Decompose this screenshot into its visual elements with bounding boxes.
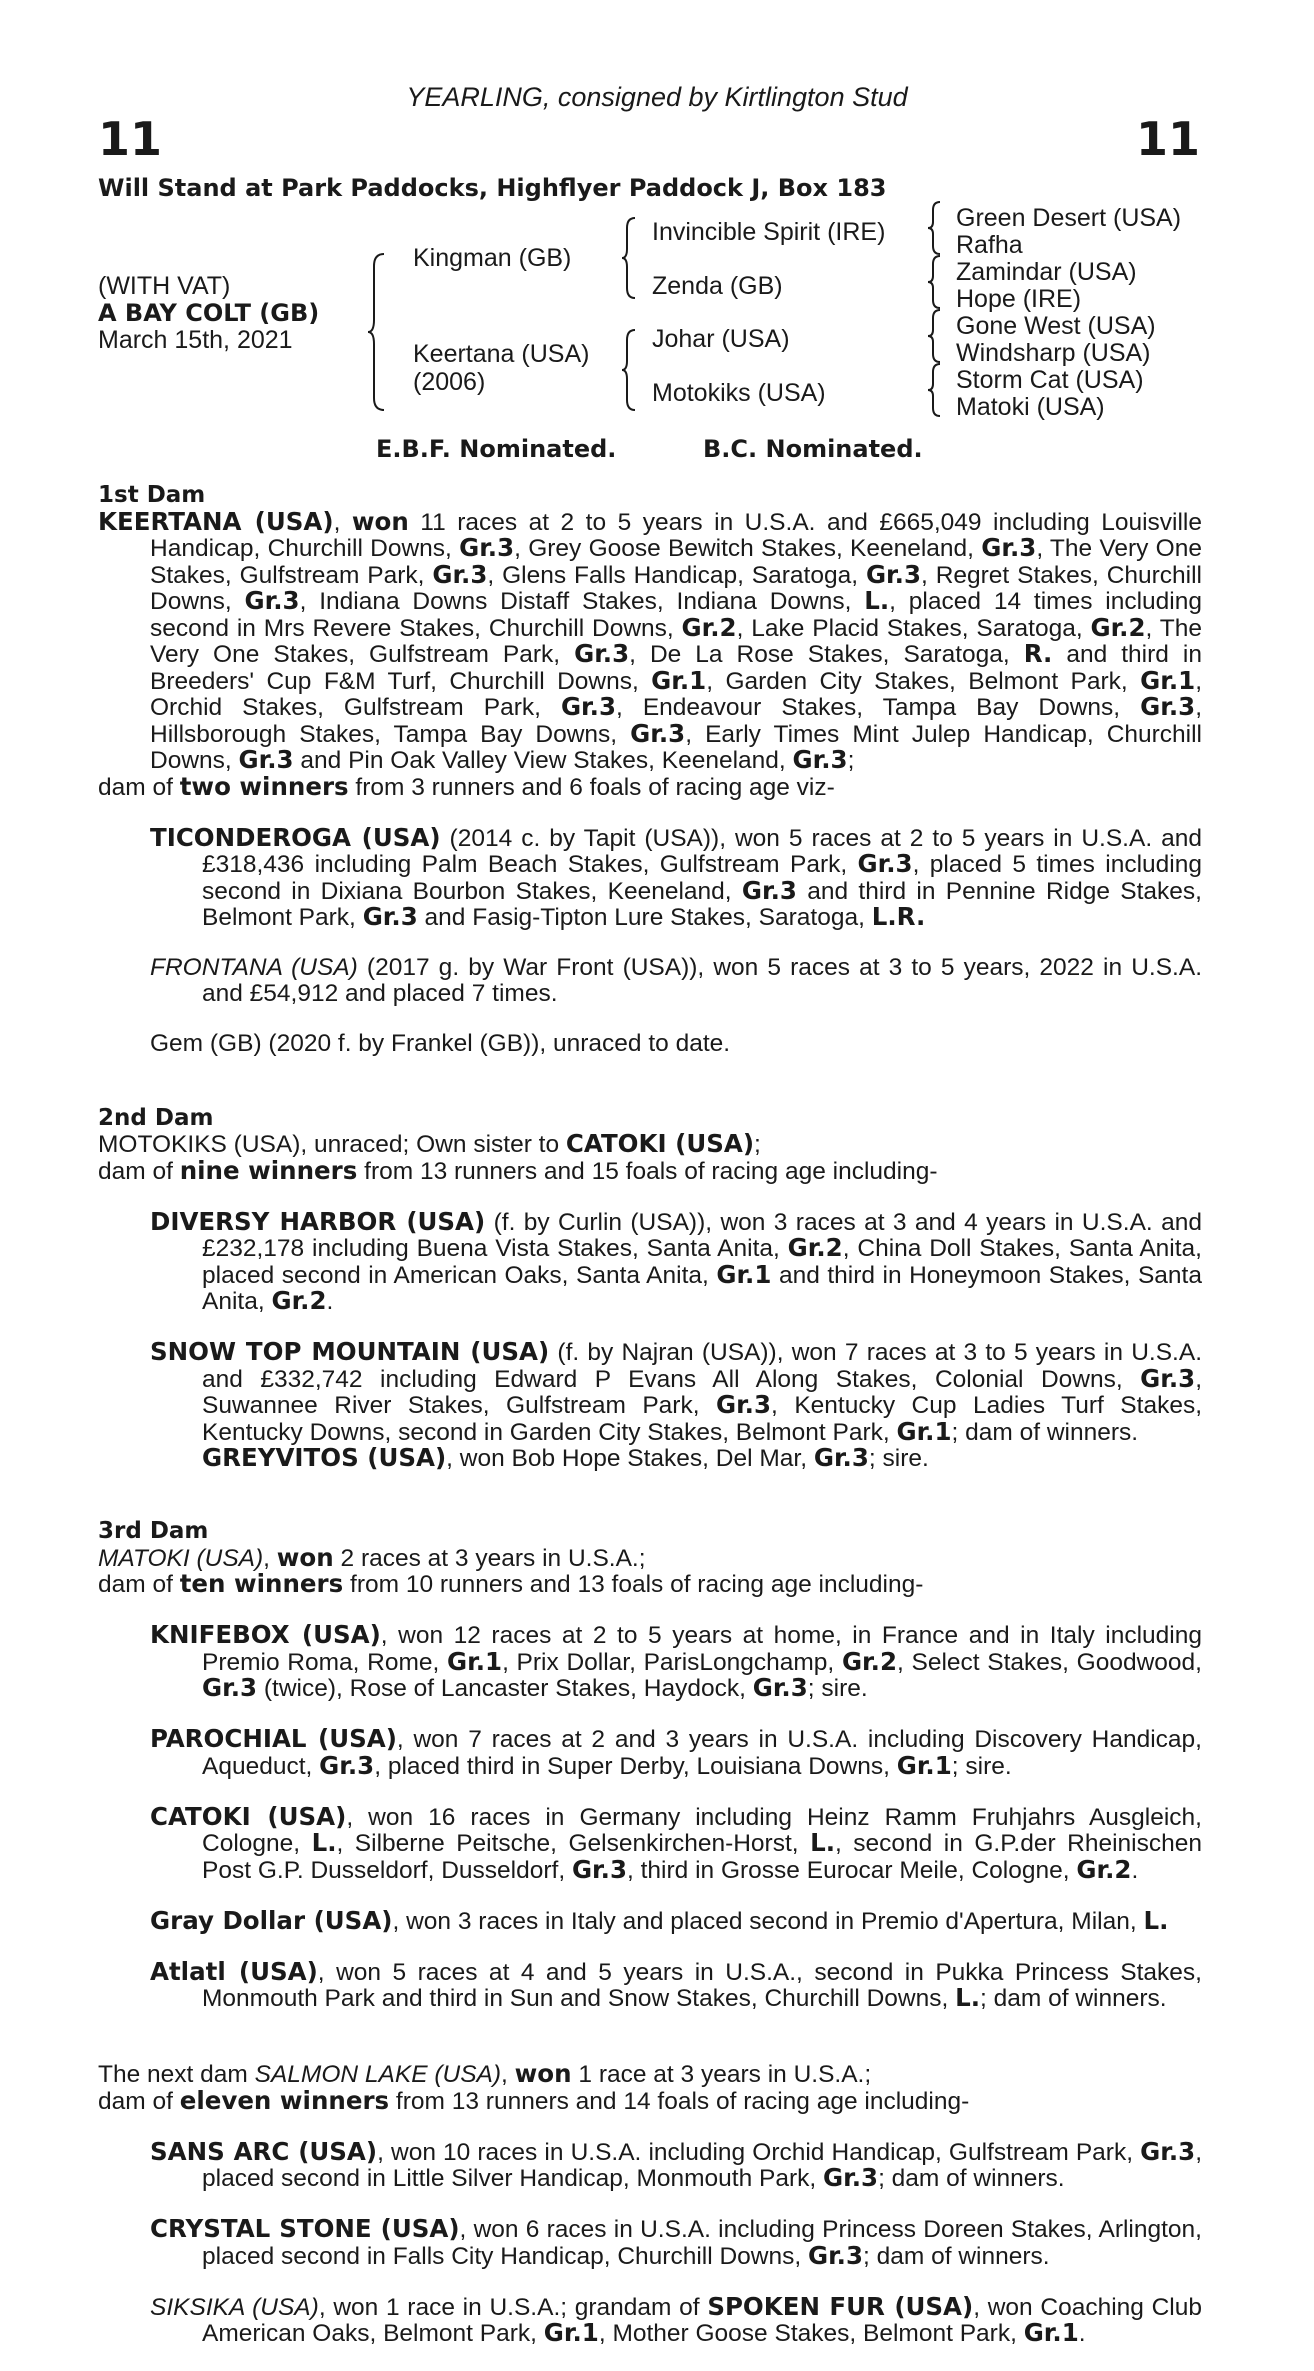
foaling-date: March 15th, 2021 — [98, 326, 293, 354]
produce-ticonderoga: TICONDEROGA (USA) (2014 c. by Tapit (USA)), won 5 races at 2 to 5 years in U.S.A. and £318,436 including Palm Beach Stakes, Gulfstream Park, Gr.3, placed 5 times including second in Dixiana Bourbon Stakes, Keeneland, Gr.3 and third in Pennine Ridge Stakes, Belmont Park, Gr.3 and Fasig-Tipton Lure Stakes, Saratoga, L.R. — [150, 822, 1202, 931]
pedigree-dss: Gone West (USA) — [956, 312, 1156, 340]
produce-snow-top-mountain: SNOW TOP MOUNTAIN (USA) (f. by Najran (USA)), won 7 races at 3 to 5 years in U.S.A. and £332,742 including Edward P Evans All Along Stakes, Colonial Downs, Gr.3, Suwannee River Stakes, Gulfstream Park, Gr.3, Kentucky Cup Ladies Turf Stakes, Kentucky Downs, second in Garden City Stakes, Belmont Park, Gr.1; dam of winners. GREYVITOS (USA), won Bob Hope Stakes, Del Mar, Gr.3; sire. — [150, 1337, 1202, 1472]
vat-note: (WITH VAT) — [98, 272, 231, 300]
third-dam-heading: 3rd Dam — [98, 1518, 209, 1544]
produce-parochial: PAROCHIAL (USA), won 7 races at 2 and 3 years in U.S.A. including Discovery Handicap, Aqueduct, Gr.3, placed third in Super Derby, Louisiana Downs, Gr.1; sire. — [150, 1724, 1202, 1780]
consignment-line: YEARLING, consigned by Kirtlington Stud — [406, 82, 908, 112]
pedigree-dam-year: (2006) — [413, 368, 486, 396]
pedigree-sdd: Hope (IRE) — [956, 285, 1082, 313]
third-dam-produce-summary: dam of ten winners from 10 runners and 13 foals of racing age including- — [98, 1569, 924, 1598]
pedigree-brace-dam — [620, 328, 640, 412]
produce-gray-dollar: Gray Dollar (USA), won 3 races in Italy and placed second in Premio d'Apertura, Milan, L. — [150, 1905, 1169, 1935]
first-dam-heading: 1st Dam — [98, 482, 206, 508]
produce-catoki: CATOKI (USA), won 16 races in Germany including Heinz Ramm Fruhjahrs Ausgleich, Cologne, L., Silberne Peitsche, Gelsenkirchen-Horst, L., second in G.P.der Rheinischen Post G.P. Dusseldorf, Dusseldorf, Gr.3, third in Grosse Eurocar Meile, Cologne, Gr.2. — [150, 1801, 1202, 1884]
pedigree-brace-ss — [926, 200, 944, 256]
pedigree-brace-sd — [926, 254, 944, 310]
pedigree-dam-sire: Johar (USA) — [652, 325, 790, 353]
pedigree-ddd: Matoki (USA) — [956, 393, 1105, 421]
pedigree-sss: Green Desert (USA) — [956, 204, 1182, 232]
produce-sans-arc: SANS ARC (USA), won 10 races in U.S.A. including Orchid Handicap, Gulfstream Park, Gr.3, placed second in Little Silver Handicap, Monmouth Park, Gr.3; dam of winners. — [150, 2136, 1202, 2192]
pedigree-brace-sire — [620, 216, 640, 300]
produce-knifebox: KNIFEBOX (USA), won 12 races at 2 to 5 years at home, in France and in Italy including Premio Roma, Rome, Gr.1, Prix Dollar, ParisLongchamp, Gr.2, Select Stakes, Goodwood, Gr.3 (twice), Rose of Lancaster Stakes, Haydock, Gr.3; sire. — [150, 1620, 1202, 1702]
third-dam-record: MATOKI (USA), won 2 races at 3 years in U.S.A.; — [98, 1542, 646, 1572]
pedigree-ssd: Rafha — [956, 231, 1023, 259]
pedigree-sire: Kingman (GB) — [413, 244, 572, 272]
pedigree-dsd: Windsharp (USA) — [956, 339, 1151, 367]
produce-atlatl: Atlatl (USA), won 5 races at 4 and 5 years in U.S.A., second in Pukka Princess Stakes, Monmouth Park and third in Sun and Snow Stakes, Churchill Downs, L.; dam of winners. — [150, 1956, 1202, 2012]
pedigree-dam-dam: Motokiks (USA) — [652, 379, 826, 407]
produce-gem: Gem (GB) (2020 f. by Frankel (GB)), unraced to date. — [150, 1029, 731, 1057]
pedigree-brace-main — [366, 252, 390, 412]
second-dam-produce-summary: dam of nine winners from 13 runners and 15 foals of racing age including- — [98, 1155, 938, 1185]
second-dam-heading: 2nd Dam — [98, 1104, 214, 1131]
second-dam-record: MOTOKIKS (USA), unraced; Own sister to CATOKI (USA); — [98, 1129, 761, 1158]
stand-location: Will Stand at Park Paddocks, Highflyer Paddock J, Box 183 — [98, 174, 887, 202]
lot-number-right: 11 — [1135, 112, 1200, 166]
pedigree-dam: Keertana (USA) — [413, 340, 590, 368]
first-dam-produce-summary: dam of two winners from 3 runners and 6 foals of racing age viz- — [98, 771, 835, 801]
ebf-nomination: E.B.F. Nominated. — [376, 435, 617, 463]
pedigree-dds: Storm Cat (USA) — [956, 366, 1144, 394]
horse-name: A BAY COLT (GB) — [98, 299, 320, 327]
first-dam-record: KEERTANA (USA), won 11 races at 2 to 5 years in U.S.A. and £665,049 including Louisville Handicap, Churchill Downs, Gr.3, Grey Goose Bewitch Stakes, Keeneland, Gr.3, The Very One Stakes, Gulfstream Park, Gr.3, Glens Falls Handicap, Saratoga, Gr.3, Regret Stakes, Churchill Downs, Gr.3, Indiana Downs Distaff Stakes, Indiana Downs, L., placed 14 times including second in Mrs Revere Stakes, Churchill Downs, Gr.2, Lake Placid Stakes, Saratoga, Gr.2, The Very One Stakes, Gulfstream Park, Gr.3, De La Rose Stakes, Saratoga, R. and third in Breeders' Cup F&M Turf, Churchill Downs, Gr.1, Garden City Stakes, Belmont Park, Gr.1, Orchid Stakes, Gulfstream Park, Gr.3, Endeavour Stakes, Tampa Bay Downs, Gr.3, Hillsborough Stakes, Tampa Bay Downs, Gr.3, Early Times Mint Julep Handicap, Churchill Downs, Gr.3 and Pin Oak Valley View Stakes, Keeneland, Gr.3; — [98, 506, 1203, 774]
produce-siksika: SIKSIKA (USA), won 1 race in U.S.A.; grandam of SPOKEN FUR (USA), won Coaching Club American Oaks, Belmont Park, Gr.1, Mother Goose Stakes, Belmont Park, Gr.1. — [150, 2291, 1202, 2347]
catalogue-body — [98, 483, 1202, 2371]
pedigree-sire-sire: Invincible Spirit (IRE) — [652, 218, 886, 246]
produce-diversy-harbor: DIVERSY HARBOR (USA) (f. by Curlin (USA)), won 3 races at 3 and 4 years in U.S.A. and £232,178 including Buena Vista Stakes, Santa Anita, Gr.2, China Doll Stakes, Santa Anita, placed second in American Oaks, Santa Anita, Gr.1 and third in Honeymoon Stakes, Santa Anita, Gr.2. — [150, 1206, 1202, 1315]
bc-nomination: B.C. Nominated. — [703, 435, 923, 463]
fourth-dam-record: The next dam SALMON LAKE (USA), won 1 race at 3 years in U.S.A.; — [98, 2059, 872, 2088]
lot-number-left: 11 — [98, 112, 163, 166]
fourth-dam-produce-summary: dam of eleven winners from 13 runners and 14 foals of racing age including- — [98, 2085, 970, 2115]
pedigree-brace-dd — [926, 362, 944, 418]
pedigree-sds: Zamindar (USA) — [956, 258, 1137, 286]
produce-crystal-stone: CRYSTAL STONE (USA), won 6 races in U.S.A. including Princess Doreen Stakes, Arlington, placed second in Falls City Handicap, Churchill Downs, Gr.3; dam of winners. — [150, 2214, 1202, 2270]
produce-frontana: FRONTANA (USA) (2017 g. by War Front (USA)), won 5 races at 3 to 5 years, 2022 in U.S.A. and £54,912 and placed 7 times. — [150, 954, 1202, 1007]
pedigree-sire-dam: Zenda (GB) — [652, 272, 783, 300]
pedigree-brace-ds — [926, 308, 944, 364]
